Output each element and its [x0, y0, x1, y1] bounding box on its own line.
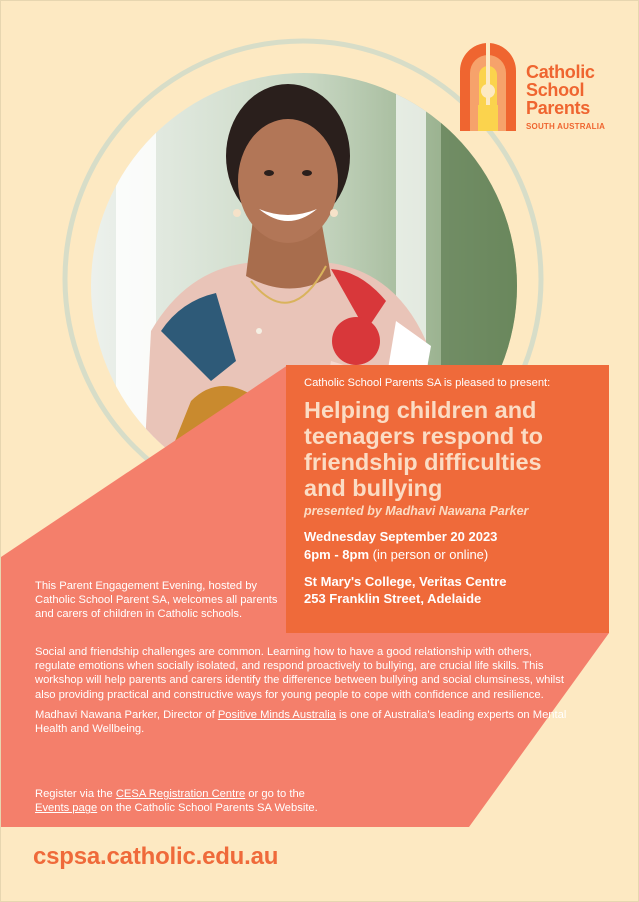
event-description: [35, 645, 575, 742]
register-text: on the Catholic School Parents SA Website.: [97, 802, 318, 815]
title-line: Helping children and: [304, 397, 537, 423]
logo-line-3: Parents: [526, 98, 590, 118]
positive-minds-link[interactable]: Positive Minds Australia: [217, 708, 336, 721]
event-time-line: [304, 546, 593, 564]
logo-wordmark: [526, 63, 595, 117]
bio-text: Madhavi Nawana Parker, Director of: [35, 708, 218, 721]
logo-line-2: School: [526, 80, 585, 100]
event-intro: Catholic School Parents SA is pleased to present:: [304, 377, 551, 389]
title-line: friendship difficulties: [304, 449, 542, 475]
event-details-box: [286, 365, 609, 633]
description-paragraph: Social and friendship challenges are common. Learning how to have a good relationship with others, regulate emotions when socially isolated, and respond proactively to bullying, are crucial life skills. This workshop will help parents and carers identify the difference between bullying and social clumsiness, whilst also providing practical and constructive ways for young people to cope with confidence and resilience.: [35, 646, 564, 701]
events-page-link[interactable]: Events page: [35, 802, 98, 815]
title-line: teenagers respond to: [304, 423, 543, 449]
logo-line-1: Catholic: [526, 62, 595, 82]
event-date: Wednesday September 20 2023: [304, 529, 498, 544]
cesa-registration-link[interactable]: CESA Registration Centre: [115, 788, 246, 800]
register-text: Register via the: [35, 788, 116, 800]
event-time-note: (in person or online): [369, 547, 489, 562]
presenter-bio: [35, 708, 575, 736]
bio-text: is one of Australia's leading experts on Mental Health and Wellbeing.: [35, 708, 567, 736]
venue-address: 253 Franklin Street, Adelaide: [304, 591, 482, 606]
event-venue: [304, 573, 593, 607]
register-text: or go to the: [245, 788, 305, 800]
website-url[interactable]: cspsa.catholic.edu.au: [33, 843, 279, 870]
welcome-text: This Parent Engagement Evening, hosted by Catholic School Parent SA, welcomes all parents and carers of children in Catholic schools.: [35, 580, 278, 620]
event-presenter: presented by Madhavi Nawana Parker: [304, 504, 529, 518]
event-time: 6pm - 8pm: [304, 547, 370, 562]
event-datetime: [304, 528, 593, 564]
event-title: [304, 397, 593, 501]
registration-info: [35, 787, 435, 816]
logo-subtitle: SOUTH AUSTRALIA: [526, 122, 606, 131]
title-line: and bullying: [304, 475, 443, 501]
venue-name: St Mary's College, Veritas Centre: [304, 574, 507, 589]
